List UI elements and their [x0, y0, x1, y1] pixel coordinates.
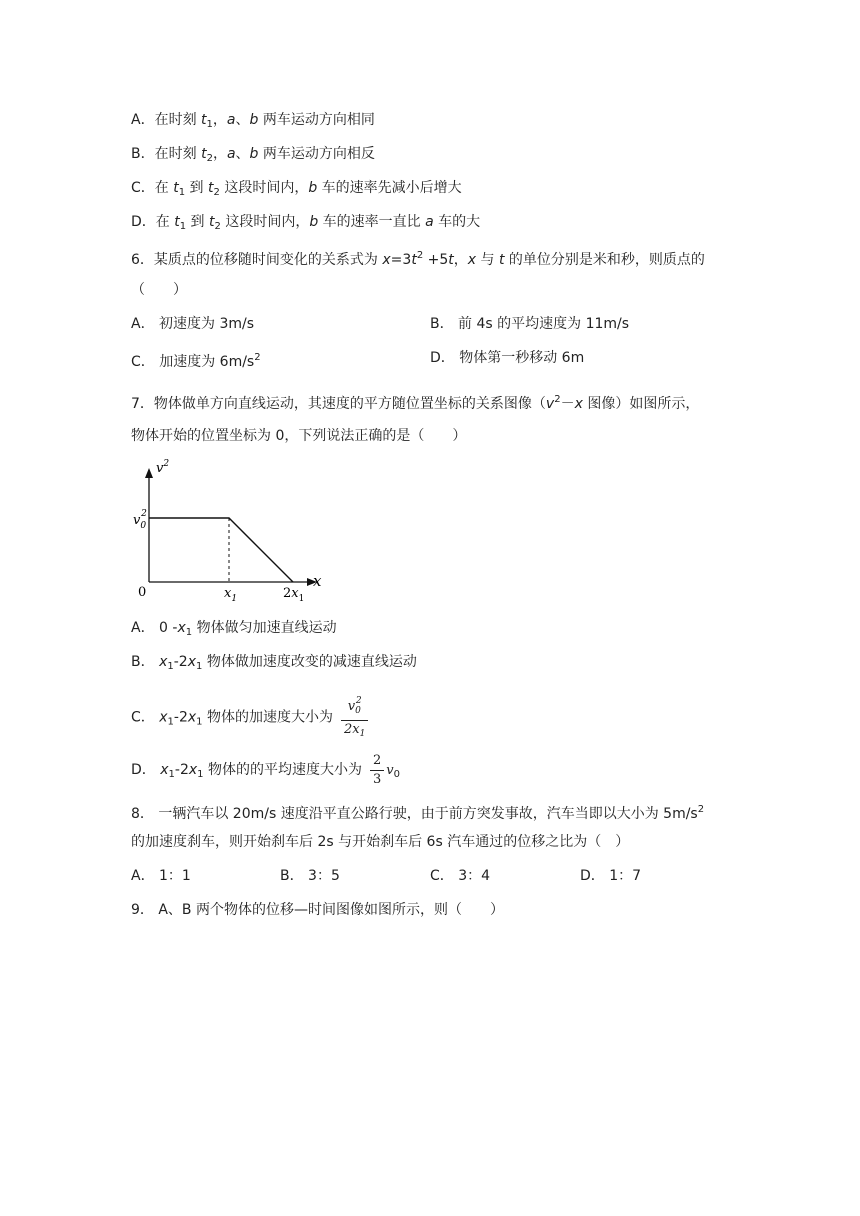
y-axis-arrow — [145, 468, 153, 478]
x1-label: $x_1$ — [224, 586, 238, 604]
q7-c-fraction: $\frac{v_0^2}{2x_1}$ — [341, 692, 368, 743]
q7-v2-x-graph — [125, 458, 345, 608]
q5-option-d: D．在 $t_1$ 到 $t_2$ 这段时间内，b 车的速率一直比 a 车的大 — [131, 214, 481, 232]
q7-d-fraction: $\frac{2}{3}$ — [370, 752, 384, 789]
q7-option-a: A． 0 $-x_1$ 物体做匀加速直线运动 — [131, 620, 337, 638]
q8-option-b: B． 3：5 — [280, 868, 340, 884]
q8-option-a: A． 1：1 — [131, 868, 191, 884]
q5-option-b: B．在时刻 $t_2$，a、b 两车运动方向相反 — [131, 146, 375, 164]
q6-stem: 6．某质点的位移随时间变化的关系式为 $x=3t^2 +5t$，x 与 t 的单位分别是米和秒，则质点的 — [131, 250, 705, 268]
q7-option-c: C． $x_1-2x_1$ 物体的加速度大小为 $\frac{v_0^2}{2x_1}$ — [131, 692, 368, 743]
q8-stem-line2: 的加速度刹车，则开始刹车后 2s 与开始刹车后 6s 汽车通过的位移之比为（ ） — [131, 834, 630, 850]
q6-option-c: C． 加速度为 $6m/s^2$ — [131, 352, 261, 370]
q7-option-b: B． $x_1-2x_1$ 物体做加速度改变的减速直线运动 — [131, 654, 417, 672]
y-axis-label: $v^2$ — [156, 459, 170, 476]
x-axis-label: x — [313, 572, 322, 590]
q6-option-d: D． 物体第一秒移动 6m — [430, 350, 585, 366]
2x1-label: $2x_1$ — [283, 586, 305, 604]
q6-option-b: B． 前 4s 的平均速度为 11m/s — [430, 316, 630, 332]
q5-option-a: A．在时刻 $t_1$，a、b 两车运动方向相同 — [131, 112, 375, 130]
q7-stem-line2: 物体开始的位置坐标为 0，下列说法正确的是（ ） — [131, 428, 467, 444]
v2-x-curve — [149, 518, 293, 582]
q9-stem: 9． A、B 两个物体的位移—时间图像如图所示，则（ ） — [131, 902, 504, 918]
q6-option-a: A． 初速度为 3m/s — [131, 316, 255, 332]
origin-label: 0 — [138, 585, 147, 600]
q8-option-c: C． 3：4 — [430, 868, 491, 884]
q6-bracket: （ ） — [131, 282, 187, 298]
q8-option-d: D． 1：7 — [580, 868, 642, 884]
q7-option-d: D． $x_1-2x_1$ 物体的的平均速度大小为 $\frac{2}{3}$ $v_0$ — [131, 752, 401, 787]
q8-stem-line1: 8． 一辆汽车以 20m/s 速度沿平直公路行驶，由于前方突发事故，汽车当即以大小为 $5m/s^2$ — [131, 804, 705, 822]
q7-stem-line1: 7．物体做单方向直线运动，其速度的平方随位置坐标的关系图像（$v^2-x$ 图像）如图所示， — [131, 394, 700, 412]
v0-squared-label: $v_02$ — [133, 509, 147, 531]
q5-option-c: C．在 $t_1$ 到 $t_2$ 这段时间内，b 车的速率先减小后增大 — [131, 180, 462, 198]
